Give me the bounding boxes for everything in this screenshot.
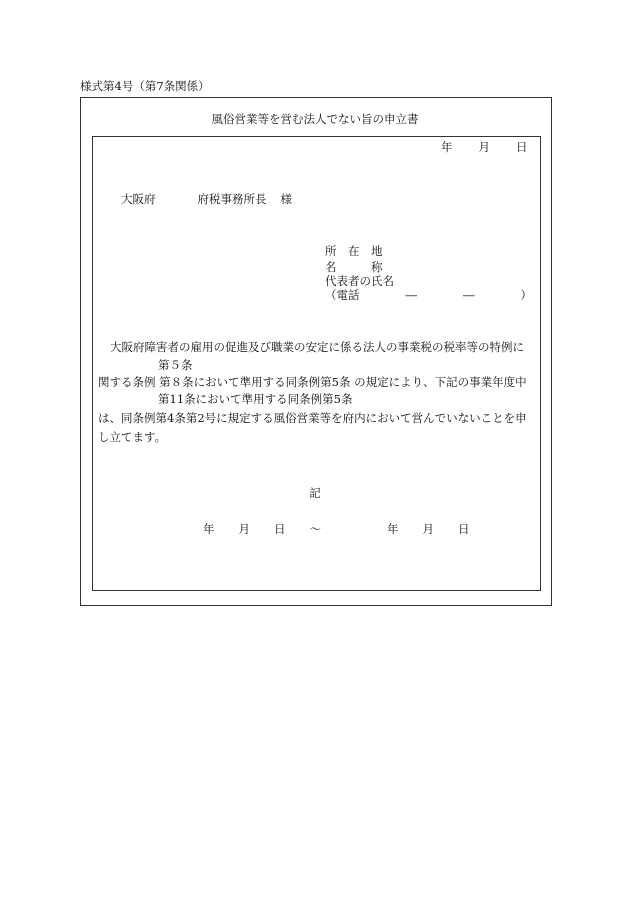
period-to-year: 年 xyxy=(387,522,399,536)
submission-date xyxy=(441,142,528,154)
date-year: 年 xyxy=(441,140,453,154)
period-from-year: 年 xyxy=(203,522,215,536)
ki-heading: 記 xyxy=(309,486,321,500)
body-line-6: し立てます。 xyxy=(98,430,167,444)
period-from-day: 日 xyxy=(274,522,286,536)
fiscal-period xyxy=(203,524,470,536)
period-to-month: 月 xyxy=(422,522,434,536)
phone-dash-2: ― xyxy=(463,288,475,302)
addressee xyxy=(121,194,292,206)
body-line-1: 大阪府障害者の雇用の促進及び職業の安定に係る法人の事業税の税率等の特例に xyxy=(110,340,524,354)
body-line-4: 第11条において準用する同条例第5条 xyxy=(158,392,353,406)
body-line-5: は、同条例第4条第2号に規定する風俗営業等を府内において営んでいないことを申 xyxy=(98,411,527,425)
applicant-address-label: 所 在 地 xyxy=(325,244,383,258)
date-month: 月 xyxy=(478,140,490,154)
document-title: 風俗営業等を営む法人でない旨の申立書 xyxy=(211,112,419,126)
period-tilde: ～ xyxy=(309,522,321,536)
body-line-2: 第５条 xyxy=(158,358,193,372)
form-number: 様式第4号（第7条関係） xyxy=(80,79,210,93)
phone-close: ） xyxy=(520,288,532,302)
addressee-prefecture: 大阪府 xyxy=(121,192,156,206)
applicant-representative-label: 代表者の氏名 xyxy=(325,274,394,288)
addressee-honorific: 様 xyxy=(280,192,292,206)
period-to-day: 日 xyxy=(458,522,470,536)
date-day: 日 xyxy=(516,140,528,154)
period-from-month: 月 xyxy=(238,522,250,536)
addressee-office: 府税事務所長 xyxy=(197,192,267,206)
phone-open: （電話 xyxy=(325,288,360,302)
applicant-phone xyxy=(325,290,532,302)
phone-dash-1: ― xyxy=(405,288,417,302)
body-line-3: 関する条例 第８条において準用する同条例第5条 の規定により、下記の事業年度中 xyxy=(98,375,527,389)
applicant-name-label: 名 称 xyxy=(325,260,383,274)
